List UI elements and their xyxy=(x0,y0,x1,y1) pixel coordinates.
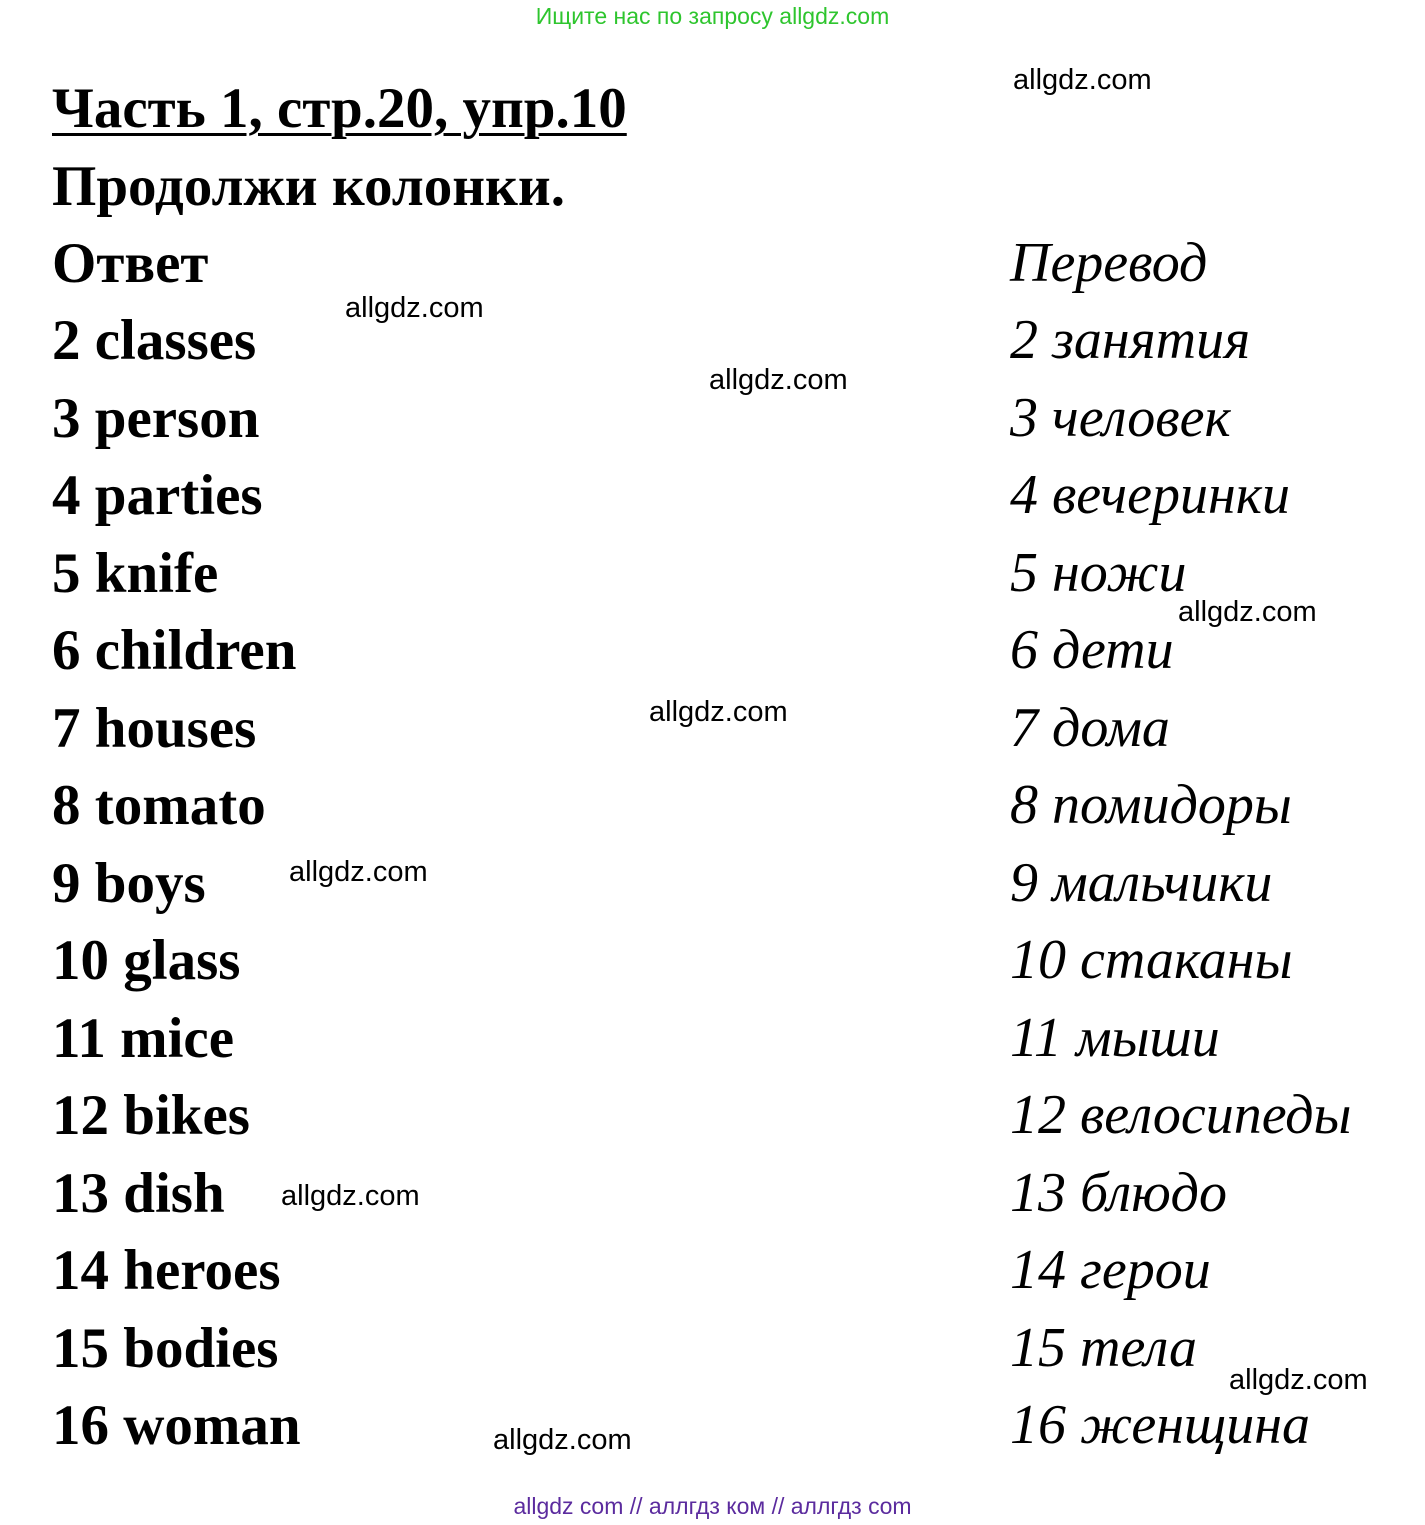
answer-item: 5 knife xyxy=(52,541,219,605)
translation-item: 5 ножи xyxy=(1010,541,1187,604)
answer-item: 10 glass xyxy=(52,929,241,992)
answer-item: 14 heroes xyxy=(52,1239,281,1302)
watermark: allgdz.com xyxy=(709,364,848,396)
watermark: allgdz.com xyxy=(493,1424,632,1456)
translation-item: 15 тела xyxy=(1010,1316,1198,1379)
search-hint: Ищите нас по запросу allgdz.com xyxy=(535,3,890,29)
page-title: Часть 1, стр.20, упр.10 xyxy=(52,77,627,140)
translation-item: 11 мыши xyxy=(1010,1006,1220,1069)
translation-item: 10 стаканы xyxy=(1010,929,1293,991)
answer-item: 13 dish xyxy=(52,1161,225,1225)
translation-item: 6 дети xyxy=(1010,619,1174,681)
translation-column-header: Перевод xyxy=(1010,232,1208,294)
watermark: allgdz.com xyxy=(281,1180,420,1212)
watermark: allgdz.com xyxy=(1229,1364,1368,1396)
translation-item: 12 велосипеды xyxy=(1010,1084,1352,1146)
answer-item: 6 children xyxy=(52,619,297,682)
translation-item: 7 дома xyxy=(1010,696,1170,759)
translation-list xyxy=(1010,309,1352,1475)
translation-item: 16 женщина xyxy=(1010,1394,1311,1456)
translation-item: 4 вечеринки xyxy=(1010,464,1290,526)
watermark: allgdz.com xyxy=(649,696,788,728)
answer-item: 2 classes xyxy=(52,309,257,372)
answer-item: 15 bodies xyxy=(52,1316,279,1380)
answer-item: 7 houses xyxy=(52,696,257,760)
answer-item: 16 woman xyxy=(52,1394,301,1457)
translation-item: 8 помидоры xyxy=(1010,774,1292,836)
translation-item: 2 занятия xyxy=(1010,309,1251,371)
answer-list xyxy=(52,309,301,1475)
answer-column-header: Ответ xyxy=(52,232,209,295)
translation-item: 13 блюдо xyxy=(1010,1161,1227,1224)
watermark: allgdz.com xyxy=(289,856,428,888)
watermark: allgdz.com xyxy=(1013,64,1152,96)
answer-item: 4 parties xyxy=(52,464,263,527)
translation-item: 3 человек xyxy=(1010,386,1231,449)
answer-item: 11 mice xyxy=(52,1006,235,1070)
answer-item: 9 boys xyxy=(52,851,206,915)
watermark: allgdz.com xyxy=(345,292,484,324)
translation-item: 14 герои xyxy=(1010,1239,1211,1301)
answer-item: 8 tomato xyxy=(52,774,266,837)
translation-item: 9 мальчики xyxy=(1010,851,1273,914)
footer-links: allgdz com // аллгдз ком // аллгдз com xyxy=(513,1493,912,1519)
watermark: allgdz.com xyxy=(1178,596,1317,628)
answer-item: 3 person xyxy=(52,386,260,450)
answer-item: 12 bikes xyxy=(52,1084,250,1147)
exercise-instruction: Продолжи колонки. xyxy=(52,155,565,218)
